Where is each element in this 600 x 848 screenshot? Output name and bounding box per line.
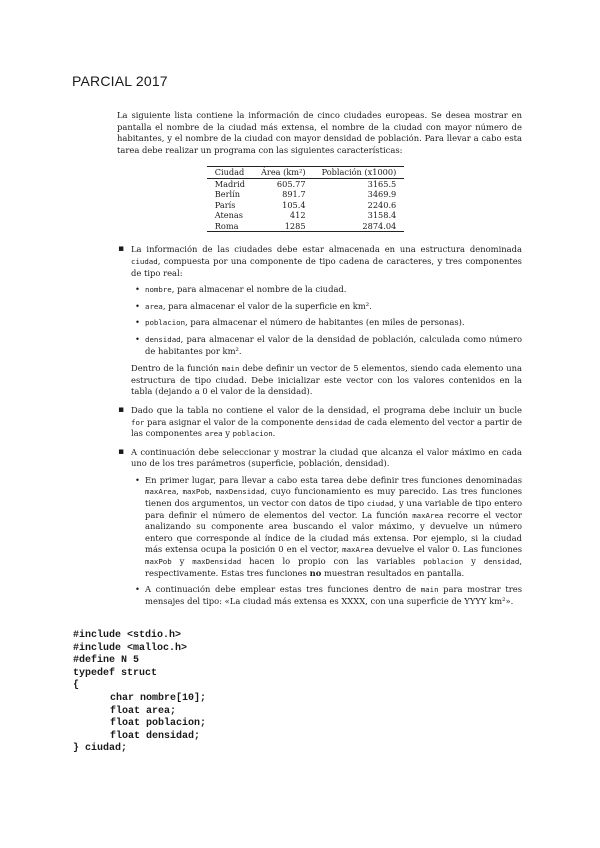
column-header-poblacion: Población (x1000): [314, 167, 405, 179]
table-cell: 412: [289, 210, 306, 221]
table-cell: Berlín: [214, 189, 241, 200]
list-item-structure: [131, 244, 522, 398]
list-item: • A continuación debe emplear estas tres funciones dentro de main para mostrar tres mensajes del tipo: «La ciudad más extensa es XXXX, con una superficie de YYYY km²».: [145, 584, 522, 607]
list-item: • poblacion, para almacenar el número de habitantes (en miles de personas).: [145, 317, 522, 329]
code-line: #include <stdio.h>: [73, 630, 182, 641]
table-row: [207, 189, 405, 200]
table-cell: 1285: [253, 221, 314, 232]
code-line: {: [73, 680, 80, 692]
table-cell: 2874.04: [314, 221, 405, 232]
code-line: #define N 5: [73, 655, 140, 667]
table-cell: 3158.4: [367, 210, 397, 221]
list-item: • En primer lugar, para llevar a cabo esta tarea debe definir tres funciones denominadas maxArea, maxPob, maxDensidad, cuyo funcionamiento es muy parecido. Las tres funciones tienen dos argumentos, un vector con datos de tipo ciudad, y una variable de tipo entero para definir el número de elementos del vector. La función maxArea recorre el vector analizando su componente area buscando el valor máximo, y devuelve un número entero que corresponde al índice de la ciudad más extensa. Por ejemplo, si la ciudad más extensa ocupa la posición 0 en el vector, maxArea devuelve el valor 0. Las funciones maxPob y maxDensidad hacen lo propio con las variables poblacion y densidad, respectivamente. Estas tres funciones no muestran resultados en pantalla.: [145, 475, 522, 579]
code-line: float poblacion;: [110, 718, 207, 730]
table-header-row: [207, 167, 405, 179]
code-line: typedef struct: [73, 667, 158, 679]
table-cell: Atenas: [214, 210, 243, 221]
list-item-max-selection: [131, 447, 522, 608]
code-line: float area;: [110, 705, 177, 717]
table-row: [207, 178, 405, 189]
table-row: [207, 200, 405, 211]
table-cell: Madrid: [214, 178, 245, 189]
table-cell: Roma: [207, 221, 253, 232]
list-item: • densidad, para almacenar el valor de la densidad de población, calculada como número de habitantes por km².: [145, 334, 522, 357]
column-header-area: Área (km²): [253, 167, 314, 179]
list-item: • nombre, para almacenar el nombre de la ciudad.: [145, 284, 522, 296]
code-line: } ciudad;: [73, 743, 128, 755]
max-selection-paragraph: ▪ A continuación debe seleccionar y mostrar la ciudad que alcanza el valor máximo en cada uno de los tres parámetros (superficie, población, densidad).: [131, 446, 522, 469]
table-cell: 2240.6: [367, 199, 397, 210]
intro-paragraph: La siguiente lista contiene la información de cinco ciudades europeas. Se desea mostrar en pantalla el nombre de la ciudad más extensa, el nombre de la ciudad con mayor número de habitantes, y el nombre de la ciudad con mayor densidad de población. Para llevar a cabo esta tarea debe realizar un programa con las siguientes características:: [117, 110, 522, 155]
document-body: [117, 110, 522, 614]
code-line: float densidad;: [110, 730, 201, 742]
max-functions-list: [131, 475, 522, 608]
table-cell: 3469.9: [367, 189, 397, 200]
table-cell: París: [214, 199, 236, 210]
cities-table: [207, 166, 405, 232]
table-row: [207, 221, 405, 232]
code-line: #include <malloc.h>: [73, 642, 188, 654]
table-cell: 605.77: [276, 178, 306, 189]
code-line: char nombre[10];: [110, 692, 207, 704]
requirements-list: [117, 244, 522, 607]
list-item-density-loop: ▪ Dado que la tabla no contiene el valor de la densidad, el programa debe incluir un bucle for para asignar el valor de la componente densidad de cada elemento del vector a partir de las componentes area y poblacion.: [131, 405, 522, 440]
table-cell: 3165.5: [367, 178, 397, 189]
structure-fields-list: [131, 284, 522, 357]
column-header-ciudad: Ciudad: [207, 167, 253, 179]
structure-paragraph: ▪ La información de las ciudades debe estar almacenada en una estructura denominada ciudad, compuesta por una componente de tipo cadena de caracteres, y tres componentes de tipo real:: [131, 244, 522, 278]
page-title: PARCIAL 2017: [72, 73, 168, 89]
vector-paragraph: Dentro de la función main debe definir un vector de 5 elementos, siendo cada elemento una estructura de tipo ciudad. Debe inicializar este vector con los valores contenidos en la tabla (dejando a 0 el valor de la densidad).: [131, 363, 522, 397]
table-cell: 105.4: [282, 199, 306, 210]
code-block: [73, 630, 206, 756]
table-row: [207, 210, 405, 221]
table-cell: 891.7: [282, 189, 306, 200]
list-item: • area, para almacenar el valor de la superficie en km².: [145, 301, 522, 313]
